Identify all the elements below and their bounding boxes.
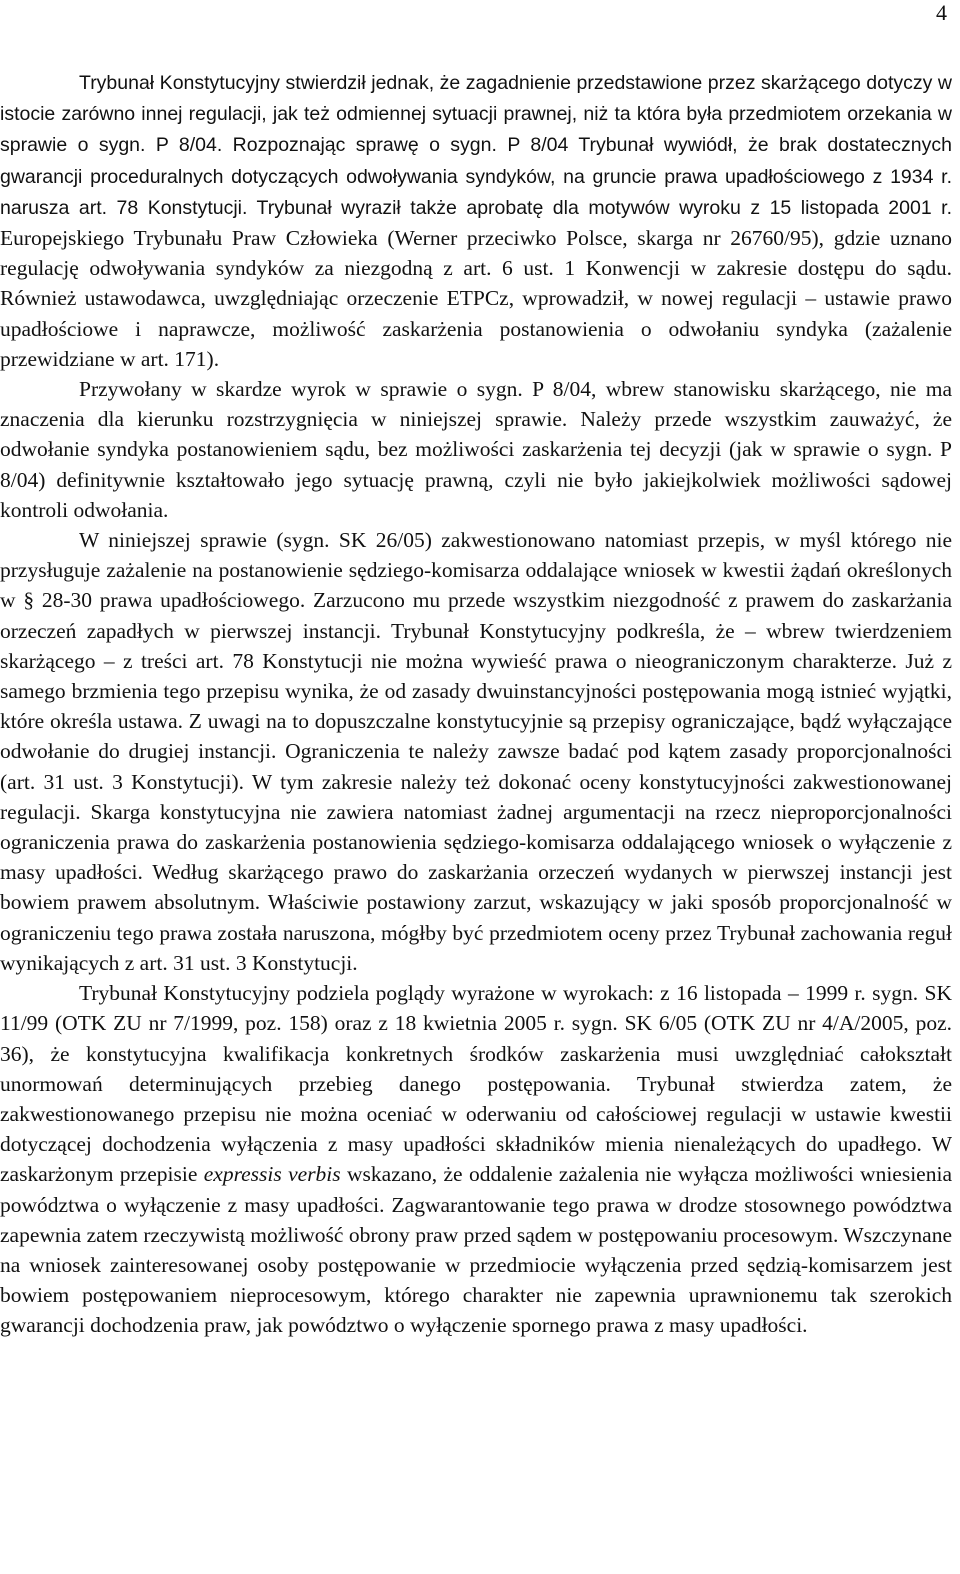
- paragraph-1-sans-intro: Trybunał Konstytucyjny stwierdził jednak, że zagadnienie przedstawione przez skarżącego dotyczy w istocie zarówno innej regulacji, jak też odmiennej sytuacji prawnej, niż ta która była przedmiotem orzekania w sprawie o sygn. P 8/04. Rozpoznając sprawę o sygn. P 8/04 Trybunał wywiódł, że brak dostatecznych gwarancji proceduralnych dotyczących odwoływania syndyków, na gruncie prawa upadłościowego z 1934 r. narusza art. 78 Konstytucji. Trybunał wyraził także aprobatę dla motywów wyroku z 15 listopada 2001 r.: [0, 72, 952, 219]
- paragraph-1-text: Europejskiego Trybunału Praw Człowieka (Werner przeciwko Polsce, skarga nr 26760/95), gdzie uznano regulację odwoływania syndyków za niezgodną z art. 6 ust. 1 Konwencji w zakresie dostępu do sądu. Również ustawodawca, uwzględniając orzeczenie ETPCz, wprowadził, w nowej regulacji – ustawie prawo upadłościowe i naprawcze, możliwość zaskarżenia postanowienia o odwołaniu syndyka (zażalenie przewidziane w art. 171).: [0, 226, 952, 371]
- paragraph-2: Przywołany w skardze wyrok w sprawie o sygn. P 8/04, wbrew stanowisku skarżącego, nie ma znaczenia dla kierunku rozstrzygnięcia w niniejszej sprawie. Należy przede wszystkim zauważyć, że odwołanie syndyka postanowieniem sądu, bez możliwości zaskarżenia tej decyzji (jak w sprawie o sygn. P 8/04) definitywnie kształtowało jego sytuację prawną, czyli nie było jakiejkolwiek możliwości sądowej kontroli odwołania.: [0, 377, 952, 522]
- paragraph-4-text-before-italic: Trybunał Konstytucyjny podziela poglądy wyrażone w wyrokach: z 16 listopada – 1999 r. sygn. SK 11/99 (OTK ZU nr 7/1999, poz. 158) oraz z 18 kwietnia 2005 r. sygn. SK 6/05 (OTK ZU nr 4/A/2005, poz. 36), że konstytucyjna kwalifikacja konkretnych środków zaskarżenia musi uwzględniać całokształt unormowań determinujących przebieg danego postępowania. Trybunał stwierdza zatem, że zakwestionowanego przepisu nie można oceniać w oderwaniu od całościowej regulacji w ustawie kwestii dotyczącej dochodzenia wyłączenia z masy upadłości składników mienia nienależących do upadłego. W zaskarżonym przepisie: [0, 981, 952, 1187]
- page-number: 4: [936, 0, 947, 25]
- document-body: [0, 67, 952, 1341]
- paragraph-1: [0, 67, 952, 374]
- paragraph-3: W niniejszej sprawie (sygn. SK 26/05) zakwestionowano natomiast przepis, w myśl którego nie przysługuje zażalenie na postanowienie sędziego-komisarza oddalające wniosek w kwestii żądań określonych w § 28-30 prawa upadłościowego. Zarzucono mu przede wszystkim niezgodność z prawem do zaskarżania orzeczeń zapadłych w pierwszej instancji. Trybunał Konstytucyjny podkreśla, że – wbrew twierdzeniem skarżącego – z treści art. 78 Konstytucji nie można wywieść prawa o nieograniczonym charakterze. Już z samego brzmienia tego przepisu wynika, że od zasady dwuinstancyjności postępowania mogą istnieć wyjątki, które określa ustawa. Z uwagi na to dopuszczalne konstytucyjnie są przepisy ograniczające, bądź wyłączające odwołanie do drugiej instancji. Ograniczenia te należy zawsze badać pod kątem zasady proporcjonalności (art. 31 ust. 3 Konstytucji). W tym zakresie należy też dokonać oceny konstytucyjności zakwestionowanej regulacji. Skarga konstytucyjna nie zawiera natomiast żadnej argumentacji na rzecz nieproporcjonalności ograniczenia prawa do zaskarżenia postanowienia sędziego-komisarza oddalającego wniosek o wyłączenie z masy upadłości. Według skarżącego prawo do zaskarżania orzeczeń wydanych w pierwszej instancji jest bowiem prawem absolutnym. Właściwie postawiony zarzut, wskazujący w jaki sposób proporcjonalność w ograniczeniu tego prawa została naruszona, mógłby być przedmiotem oceny przez Trybunał zachowania reguł wynikających z art. 31 ust. 3 Konstytucji.: [0, 528, 952, 975]
- latin-phrase: expressis verbis: [203, 1162, 341, 1187]
- paragraph-4-text-after-italic: wskazano, że oddalenie zażalenia nie wyłącza możliwości wniesienia powództwa o wyłączenie z masy upadłości. Zagwarantowanie tego prawa w drodze stosownego powództwa zapewnia zatem rzeczywistą możliwość obrony praw przed sądem w postępowaniu procesowym. Wszczynane na wniosek zainteresowanej osoby postępowanie w przedmiocie wyłączenia przed sędzią-komisarzem jest bowiem postępowaniem nieprocesowym, którego charakter nie zapewnia uprawnionemu tak szerokich gwarancji dochodzenia praw, jak powództwo o wyłączenie spornego prawa z masy upadłości.: [0, 1162, 952, 1338]
- paragraph-4: [0, 978, 952, 1340]
